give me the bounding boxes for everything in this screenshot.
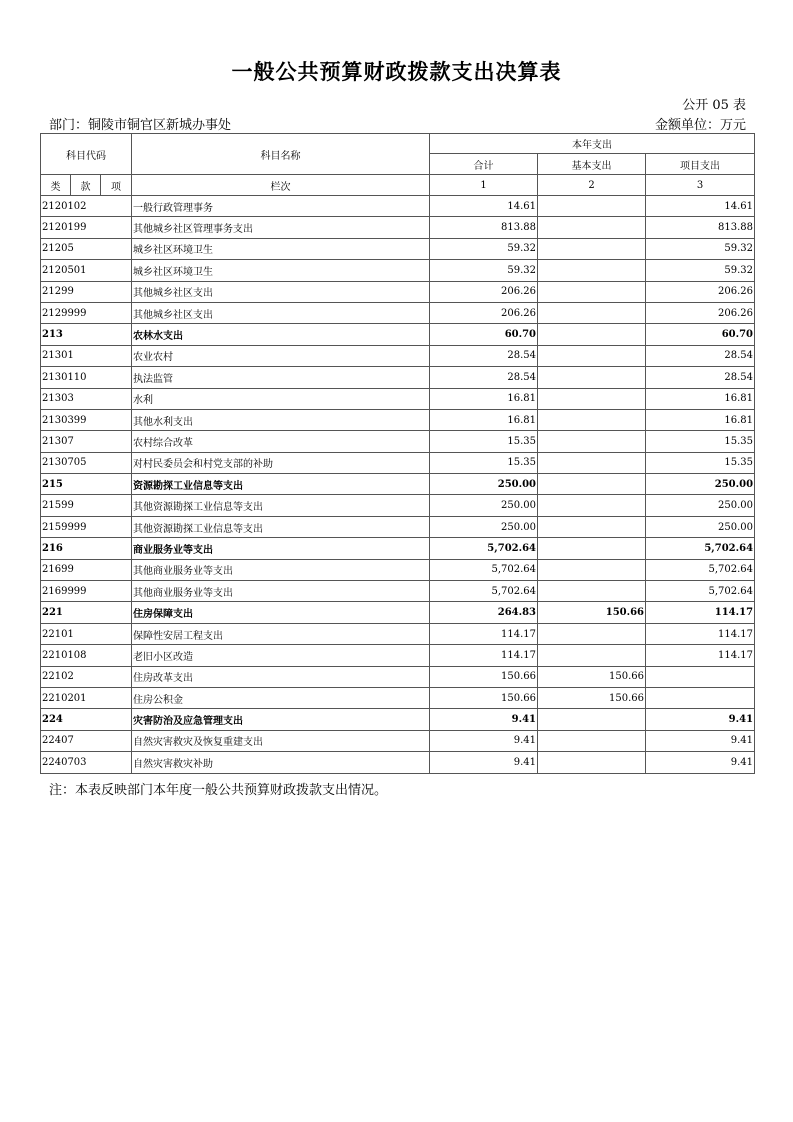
row-total: 250.00 (430, 474, 538, 495)
row-name: 商业服务业等支出 (132, 538, 430, 559)
row-total: 16.81 (430, 409, 538, 430)
row-code: 224 (41, 709, 132, 730)
table-row (41, 196, 755, 217)
table-row (41, 752, 755, 773)
row-name: 其他城乡社区管理事务支出 (132, 217, 430, 238)
row-code: 216 (41, 538, 132, 559)
row-code: 21307 (41, 431, 132, 452)
row-basic (538, 409, 646, 430)
table-row (41, 538, 755, 559)
row-basic (538, 367, 646, 388)
row-code: 2120102 (41, 196, 132, 217)
row-code: 2169999 (41, 581, 132, 602)
row-name: 其他水利支出 (132, 409, 430, 430)
row-name: 住房改革支出 (132, 666, 430, 687)
table-row (41, 645, 755, 666)
row-code: 2130110 (41, 367, 132, 388)
row-basic (538, 217, 646, 238)
row-total: 5,702.64 (430, 581, 538, 602)
row-basic (538, 345, 646, 366)
table-row (41, 709, 755, 730)
row-name: 水利 (132, 388, 430, 409)
row-total: 16.81 (430, 388, 538, 409)
row-name: 自然灾害救灾及恢复重建支出 (132, 730, 430, 751)
row-total: 813.88 (430, 217, 538, 238)
row-name: 其他城乡社区支出 (132, 302, 430, 323)
table-row (41, 602, 755, 623)
unit-label: 金额单位：万元 (654, 118, 746, 133)
header-row-1 (41, 134, 755, 154)
row-name: 其他资源勘探工业信息等支出 (132, 495, 430, 516)
row-basic: 150.66 (538, 602, 646, 623)
row-basic (538, 538, 646, 559)
table-row (41, 730, 755, 751)
row-name: 资源勘探工业信息等支出 (132, 474, 430, 495)
header-row-3 (41, 175, 755, 196)
row-total: 14.61 (430, 196, 538, 217)
table-row (41, 238, 755, 259)
table-row (41, 623, 755, 644)
row-code: 213 (41, 324, 132, 345)
header-total: 合计 (430, 154, 538, 175)
header-code: 科目代码 (41, 134, 132, 175)
table-row (41, 666, 755, 687)
row-project: 250.00 (646, 474, 755, 495)
row-name: 农村综合改革 (132, 431, 430, 452)
row-total: 206.26 (430, 302, 538, 323)
row-code: 2130399 (41, 409, 132, 430)
row-name: 自然灾害救灾补助 (132, 752, 430, 773)
row-total: 114.17 (430, 645, 538, 666)
row-project: 15.35 (646, 431, 755, 452)
row-project: 59.32 (646, 260, 755, 281)
row-project: 60.70 (646, 324, 755, 345)
row-code: 2159999 (41, 516, 132, 537)
row-code: 2120501 (41, 260, 132, 281)
row-total: 9.41 (430, 752, 538, 773)
table-row (41, 431, 755, 452)
header-col2: 2 (538, 175, 646, 196)
header-name: 科目名称 (132, 134, 430, 175)
row-total: 28.54 (430, 345, 538, 366)
table-row (41, 345, 755, 366)
row-basic (538, 730, 646, 751)
header-col3: 3 (646, 175, 755, 196)
row-basic (538, 516, 646, 537)
form-number: 公开 05 表 (682, 98, 746, 113)
row-code: 21301 (41, 345, 132, 366)
row-project: 14.61 (646, 196, 755, 217)
row-name: 老旧小区改造 (132, 645, 430, 666)
row-code: 2129999 (41, 302, 132, 323)
row-name: 其他资源勘探工业信息等支出 (132, 516, 430, 537)
table-row (41, 495, 755, 516)
row-project: 16.81 (646, 388, 755, 409)
row-basic (538, 474, 646, 495)
row-total: 206.26 (430, 281, 538, 302)
row-name: 对村民委员会和村党支部的补助 (132, 452, 430, 473)
row-total: 28.54 (430, 367, 538, 388)
row-total: 114.17 (430, 623, 538, 644)
row-total: 9.41 (430, 709, 538, 730)
table-row (41, 324, 755, 345)
row-code: 21299 (41, 281, 132, 302)
header-col1: 1 (430, 175, 538, 196)
row-basic (538, 645, 646, 666)
row-name: 一般行政管理事务 (132, 196, 430, 217)
row-name: 其他商业服务业等支出 (132, 559, 430, 580)
row-total: 250.00 (430, 495, 538, 516)
table-row (41, 452, 755, 473)
row-project: 114.17 (646, 623, 755, 644)
row-project: 114.17 (646, 645, 755, 666)
table-row (41, 302, 755, 323)
row-project: 15.35 (646, 452, 755, 473)
header-current-year: 本年支出 (430, 134, 755, 154)
row-project: 5,702.64 (646, 581, 755, 602)
row-total: 59.32 (430, 238, 538, 259)
row-name: 城乡社区环境卫生 (132, 260, 430, 281)
row-name: 保障性安居工程支出 (132, 623, 430, 644)
row-name: 农业农村 (132, 345, 430, 366)
row-project (646, 666, 755, 687)
row-basic (538, 431, 646, 452)
row-project: 5,702.64 (646, 538, 755, 559)
row-project: 9.41 (646, 709, 755, 730)
row-code: 221 (41, 602, 132, 623)
row-basic (538, 623, 646, 644)
row-project: 28.54 (646, 345, 755, 366)
row-total: 5,702.64 (430, 559, 538, 580)
row-total: 150.66 (430, 687, 538, 708)
table-row (41, 260, 755, 281)
row-total: 15.35 (430, 452, 538, 473)
row-basic (538, 452, 646, 473)
row-basic: 150.66 (538, 666, 646, 687)
table-row (41, 217, 755, 238)
row-total: 150.66 (430, 666, 538, 687)
header-xiang: 项 (101, 175, 132, 196)
header-basic: 基本支出 (538, 154, 646, 175)
row-project: 250.00 (646, 516, 755, 537)
row-project: 28.54 (646, 367, 755, 388)
table-row (41, 559, 755, 580)
row-basic (538, 324, 646, 345)
footnote: 注：本表反映部门本年度一般公共预算财政拨款支出情况。 (49, 783, 388, 798)
row-code: 2210201 (41, 687, 132, 708)
table-row (41, 281, 755, 302)
row-basic (538, 260, 646, 281)
row-basic (538, 495, 646, 516)
row-code: 21205 (41, 238, 132, 259)
row-total: 15.35 (430, 431, 538, 452)
row-project: 206.26 (646, 281, 755, 302)
row-code: 22101 (41, 623, 132, 644)
row-project: 59.32 (646, 238, 755, 259)
row-total: 250.00 (430, 516, 538, 537)
row-code: 2210108 (41, 645, 132, 666)
expenditure-table (40, 133, 755, 774)
row-name: 住房公积金 (132, 687, 430, 708)
header-lei: 类 (41, 175, 71, 196)
row-basic (538, 388, 646, 409)
row-name: 农林水支出 (132, 324, 430, 345)
header-project: 项目支出 (646, 154, 755, 175)
row-basic (538, 709, 646, 730)
department-label: 部门：铜陵市铜官区新城办事处 (49, 118, 232, 133)
row-basic: 150.66 (538, 687, 646, 708)
row-basic (538, 581, 646, 602)
row-total: 9.41 (430, 730, 538, 751)
header-kuan: 款 (71, 175, 101, 196)
row-code: 2130705 (41, 452, 132, 473)
row-total: 5,702.64 (430, 538, 538, 559)
row-project: 114.17 (646, 602, 755, 623)
row-project: 9.41 (646, 730, 755, 751)
table-row (41, 516, 755, 537)
row-code: 22407 (41, 730, 132, 751)
row-total: 264.83 (430, 602, 538, 623)
row-basic (538, 238, 646, 259)
row-basic (538, 281, 646, 302)
row-project: 5,702.64 (646, 559, 755, 580)
row-name: 城乡社区环境卫生 (132, 238, 430, 259)
row-project: 813.88 (646, 217, 755, 238)
row-project: 9.41 (646, 752, 755, 773)
row-code: 2240703 (41, 752, 132, 773)
row-name: 执法监管 (132, 367, 430, 388)
table-row (41, 388, 755, 409)
row-name: 住房保障支出 (132, 602, 430, 623)
table-row (41, 409, 755, 430)
row-code: 21303 (41, 388, 132, 409)
row-project: 16.81 (646, 409, 755, 430)
row-project: 206.26 (646, 302, 755, 323)
row-total: 59.32 (430, 260, 538, 281)
header-lanci: 栏次 (132, 175, 430, 196)
row-name: 其他商业服务业等支出 (132, 581, 430, 602)
table-row (41, 581, 755, 602)
row-name: 灾害防治及应急管理支出 (132, 709, 430, 730)
row-code: 21699 (41, 559, 132, 580)
row-basic (538, 302, 646, 323)
row-project (646, 687, 755, 708)
table-row (41, 367, 755, 388)
row-total: 60.70 (430, 324, 538, 345)
row-basic (538, 196, 646, 217)
row-code: 215 (41, 474, 132, 495)
table-row (41, 474, 755, 495)
row-basic (538, 752, 646, 773)
page-title: 一般公共预算财政拨款支出决算表 (231, 60, 562, 84)
row-code: 2120199 (41, 217, 132, 238)
row-code: 22102 (41, 666, 132, 687)
row-project: 250.00 (646, 495, 755, 516)
table-row (41, 687, 755, 708)
row-code: 21599 (41, 495, 132, 516)
row-name: 其他城乡社区支出 (132, 281, 430, 302)
row-basic (538, 559, 646, 580)
